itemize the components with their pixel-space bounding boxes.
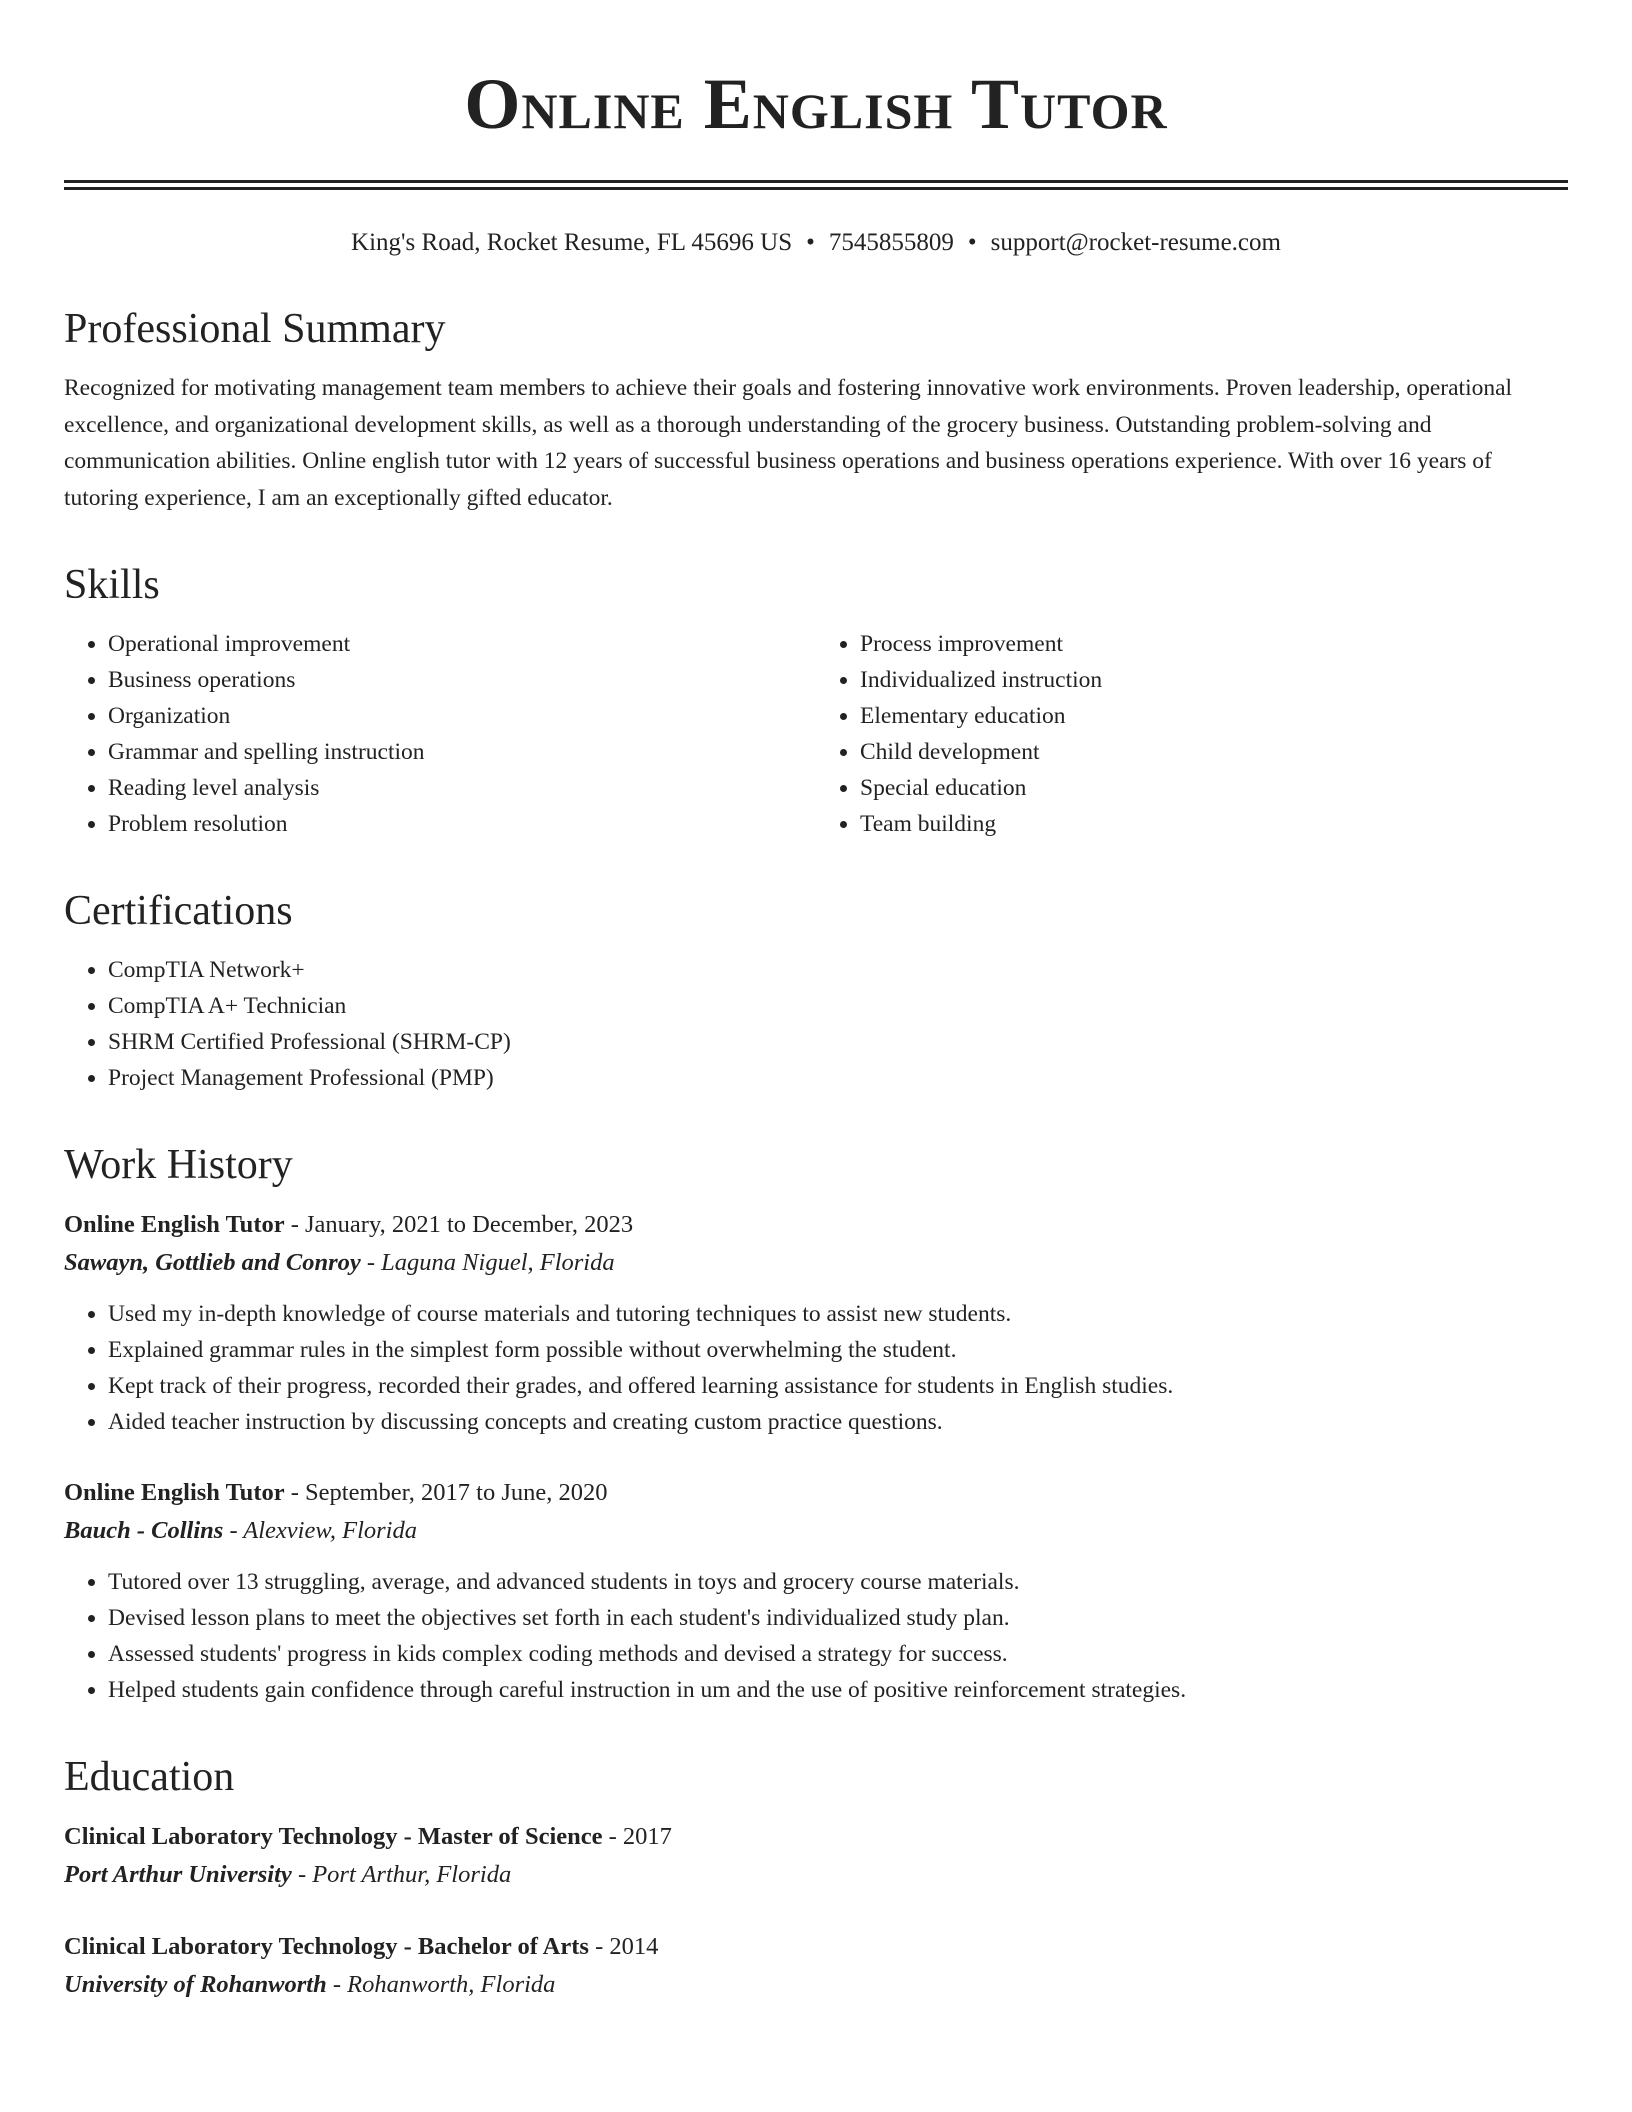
school-location: - Port Arthur, Florida <box>291 1861 512 1888</box>
degree-line <box>64 1818 1568 1856</box>
certification-item: • Project Management Professional (PMP) <box>108 1060 1568 1096</box>
degree-line <box>64 1928 1568 1966</box>
skills-grid <box>64 626 1568 842</box>
skill-item: • Operational improvement <box>108 626 816 662</box>
header-divider <box>64 180 1568 190</box>
job-location: - Alexview, Florida <box>223 1517 417 1544</box>
contact-email: support@rocket-resume.com <box>990 229 1281 256</box>
skill-item: • Team building <box>860 806 1568 842</box>
summary-text: Recognized for motivating management team members to achieve their goals and fostering innovative work environments. Proven leadership, operational excellence, and organizational development skills, as well as a thorough understanding of the grocery business. Outstanding problem-solving and communication abilities. Online english tutor with 12 years of successful business operations and business operations experience. With over 16 years of tutoring experience, I am an exceptionally gifted educator. <box>64 375 1513 511</box>
job-dates: - September, 2017 to June, 2020 <box>284 1479 608 1506</box>
summary-section <box>64 304 1568 516</box>
education-heading: Education <box>64 1754 235 1800</box>
skill-item: • Grammar and spelling instruction <box>108 734 816 770</box>
school-line <box>64 1966 1568 2004</box>
skill-item: • Elementary education <box>860 698 1568 734</box>
skill-item: • Organization <box>108 698 816 734</box>
certification-item: • CompTIA A+ Technician <box>108 988 1568 1024</box>
job-entry <box>64 1206 1568 1440</box>
job-bullets <box>64 1564 1568 1708</box>
job-company: Sawayn, Gottlieb and Conroy <box>64 1249 361 1276</box>
education-entry <box>64 1818 1568 1894</box>
job-bullet: • Helped students gain confidence through careful instruction in um and the use of positive reinforcement strategies. <box>108 1672 1568 1708</box>
certification-item: • CompTIA Network+ <box>108 952 1568 988</box>
certifications-heading: Certifications <box>64 888 293 934</box>
candidate-name: Online English Tutor <box>464 64 1168 144</box>
skills-section <box>64 560 1568 842</box>
job-company-line <box>64 1512 1568 1550</box>
certification-item: • SHRM Certified Professional (SHRM-CP) <box>108 1024 1568 1060</box>
job-dates: - January, 2021 to December, 2023 <box>284 1211 634 1238</box>
degree-year: - 2017 <box>602 1823 672 1850</box>
job-bullet: • Kept track of their progress, recorded their grades, and offered learning assistance for students in English studies. <box>108 1368 1568 1404</box>
skill-item: • Special education <box>860 770 1568 806</box>
job-location: - Laguna Niguel, Florida <box>360 1249 615 1276</box>
education-entry <box>64 1928 1568 2004</box>
job-title-line <box>64 1206 1568 1244</box>
school-location: - Rohanworth, Florida <box>326 1971 556 1998</box>
job-bullets <box>64 1296 1568 1440</box>
contact-address: King's Road, Rocket Resume, FL 45696 US <box>351 229 793 256</box>
job-title: Online English Tutor <box>64 1211 285 1238</box>
certifications-list <box>64 952 1568 1096</box>
degree: Clinical Laboratory Technology - Master of Science <box>64 1823 603 1850</box>
job-company-line <box>64 1244 1568 1282</box>
degree: Clinical Laboratory Technology - Bachelor of Arts <box>64 1933 589 1960</box>
certifications-section <box>64 886 1568 1096</box>
skills-list-right <box>816 626 1568 842</box>
job-entry <box>64 1474 1568 1708</box>
summary-heading: Professional Summary <box>64 306 446 352</box>
skill-item: • Individualized instruction <box>860 662 1568 698</box>
job-bullet: • Devised lesson plans to meet the objectives set forth in each student's individualized study plan. <box>108 1600 1568 1636</box>
contact-separator: • <box>806 229 815 256</box>
school: Port Arthur University <box>64 1861 292 1888</box>
skill-item: • Child development <box>860 734 1568 770</box>
job-company: Bauch - Collins <box>64 1517 224 1544</box>
work-history-section <box>64 1140 1568 1708</box>
skill-item: • Process improvement <box>860 626 1568 662</box>
skills-heading: Skills <box>64 562 160 608</box>
contact-separator: • <box>967 229 977 256</box>
school: University of Rohanworth <box>64 1971 327 1998</box>
job-bullet: • Explained grammar rules in the simplest form possible without overwhelming the student. <box>108 1332 1568 1368</box>
job-title-line <box>64 1474 1568 1512</box>
job-bullet: • Assessed students' progress in kids complex coding methods and devised a strategy for success. <box>108 1636 1568 1672</box>
skill-item: • Business operations <box>108 662 816 698</box>
skills-list-left <box>64 626 816 842</box>
degree-year: - 2014 <box>588 1933 659 1960</box>
education-section <box>64 1752 1568 2004</box>
job-bullet: • Aided teacher instruction by discussing concepts and creating custom practice questions. <box>108 1404 1568 1440</box>
skill-item: • Reading level analysis <box>108 770 816 806</box>
school-line <box>64 1856 1568 1894</box>
work-history-heading: Work History <box>64 1142 293 1188</box>
job-bullet: • Used my in-depth knowledge of course materials and tutoring techniques to assist new students. <box>108 1296 1568 1332</box>
contact-phone: 7545855809 <box>828 229 954 256</box>
skill-item: • Problem resolution <box>108 806 816 842</box>
contact-line <box>64 226 1568 260</box>
job-bullet: • Tutored over 13 struggling, average, and advanced students in toys and grocery course materials. <box>108 1564 1568 1600</box>
job-title: Online English Tutor <box>64 1479 285 1506</box>
